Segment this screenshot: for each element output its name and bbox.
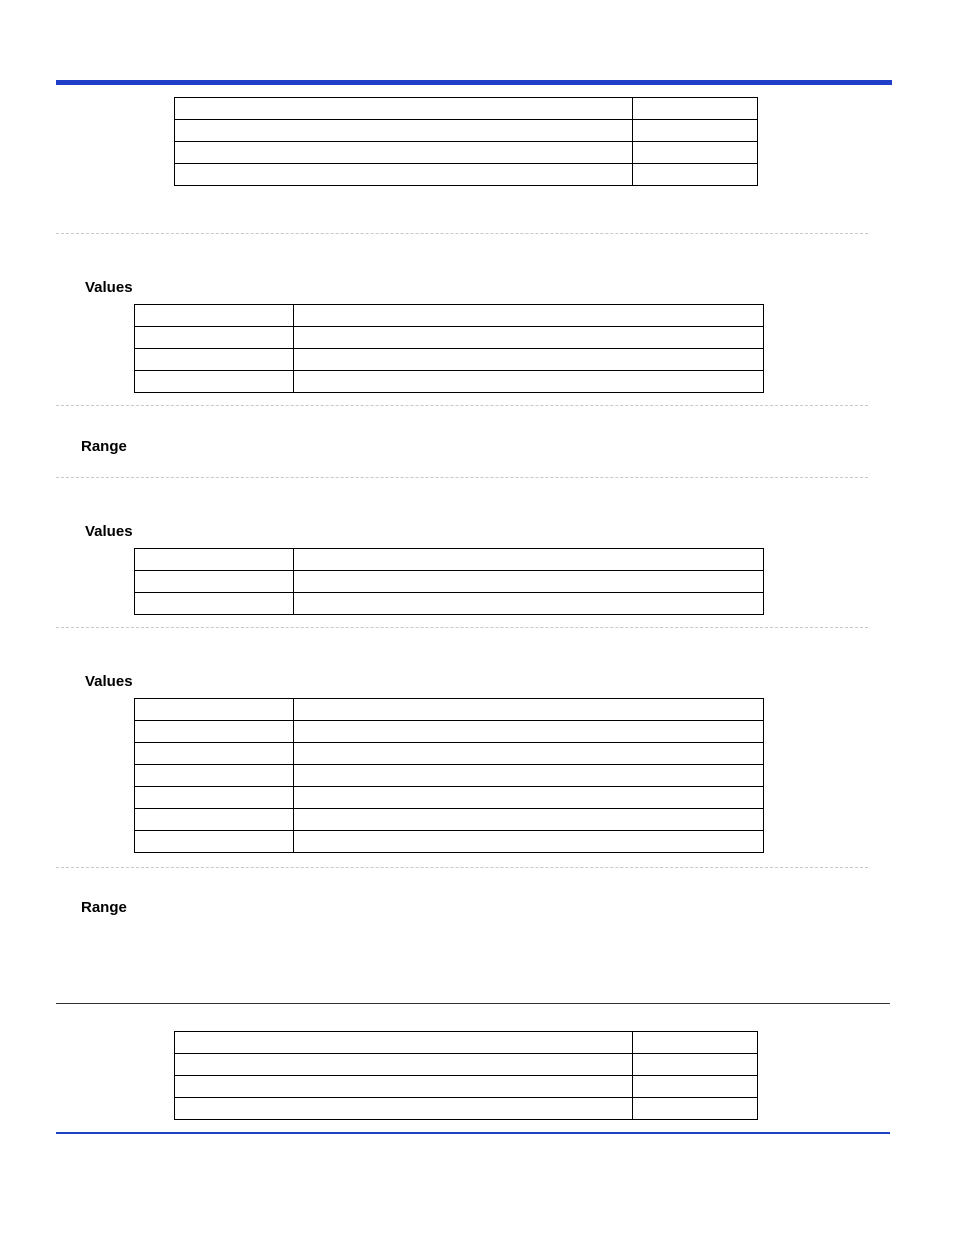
section-divider bbox=[56, 867, 868, 868]
table-cell bbox=[294, 549, 764, 571]
values-table bbox=[134, 548, 764, 615]
table-row bbox=[135, 349, 764, 371]
values-heading: Values bbox=[85, 673, 133, 690]
table-cell bbox=[175, 120, 633, 142]
section-divider bbox=[56, 477, 868, 478]
table-row bbox=[175, 98, 758, 120]
table-cell bbox=[135, 787, 294, 809]
table-row bbox=[135, 809, 764, 831]
table-cell bbox=[633, 1098, 758, 1120]
table-cell bbox=[135, 349, 294, 371]
header-table bbox=[174, 97, 758, 186]
table-cell bbox=[135, 831, 294, 853]
values-heading: Values bbox=[85, 523, 133, 540]
values-table bbox=[134, 304, 764, 393]
table-cell bbox=[175, 1076, 633, 1098]
table-cell bbox=[135, 721, 294, 743]
range-heading: Range bbox=[81, 899, 127, 916]
table-cell bbox=[175, 98, 633, 120]
table-row bbox=[135, 327, 764, 349]
table-row bbox=[135, 549, 764, 571]
table-cell bbox=[294, 809, 764, 831]
table-row bbox=[135, 787, 764, 809]
range-heading: Range bbox=[81, 438, 127, 455]
table-row bbox=[135, 743, 764, 765]
table-row bbox=[175, 1076, 758, 1098]
table-cell bbox=[294, 571, 764, 593]
table-cell bbox=[294, 349, 764, 371]
table-cell bbox=[135, 809, 294, 831]
table-cell bbox=[294, 721, 764, 743]
table-cell bbox=[135, 765, 294, 787]
table-row bbox=[135, 765, 764, 787]
table-cell bbox=[294, 305, 764, 327]
table-row bbox=[135, 305, 764, 327]
table-row bbox=[135, 721, 764, 743]
table-cell bbox=[175, 142, 633, 164]
table-row bbox=[135, 831, 764, 853]
table-cell bbox=[175, 1098, 633, 1120]
table-cell bbox=[633, 142, 758, 164]
table-cell bbox=[175, 164, 633, 186]
table-cell bbox=[633, 120, 758, 142]
table-row bbox=[135, 571, 764, 593]
table-cell bbox=[633, 1076, 758, 1098]
table-cell bbox=[294, 765, 764, 787]
table-cell bbox=[135, 305, 294, 327]
table-cell bbox=[633, 1032, 758, 1054]
values-heading: Values bbox=[85, 279, 133, 296]
footer-rule bbox=[56, 1132, 890, 1134]
table-cell bbox=[294, 371, 764, 393]
table-cell bbox=[294, 787, 764, 809]
values-table bbox=[134, 698, 764, 853]
section-divider bbox=[56, 233, 868, 234]
table-cell bbox=[135, 699, 294, 721]
table-row bbox=[135, 593, 764, 615]
table-cell bbox=[294, 743, 764, 765]
table-row bbox=[175, 1032, 758, 1054]
table-cell bbox=[135, 743, 294, 765]
section-divider bbox=[56, 405, 868, 406]
header-rule bbox=[56, 80, 892, 85]
table-cell bbox=[294, 699, 764, 721]
table-cell bbox=[294, 831, 764, 853]
table-cell bbox=[175, 1032, 633, 1054]
table-cell bbox=[135, 571, 294, 593]
table-row bbox=[135, 371, 764, 393]
table-row bbox=[175, 1098, 758, 1120]
table-row bbox=[175, 1054, 758, 1076]
table-row bbox=[175, 142, 758, 164]
table-row bbox=[135, 699, 764, 721]
table-cell bbox=[135, 371, 294, 393]
table-cell bbox=[135, 327, 294, 349]
table-cell bbox=[175, 1054, 633, 1076]
table-cell bbox=[294, 327, 764, 349]
section-rule bbox=[56, 1003, 890, 1004]
table-cell bbox=[135, 549, 294, 571]
table-row bbox=[175, 120, 758, 142]
footer-table bbox=[174, 1031, 758, 1120]
table-cell bbox=[135, 593, 294, 615]
table-cell bbox=[294, 593, 764, 615]
table-row bbox=[175, 164, 758, 186]
table-cell bbox=[633, 98, 758, 120]
table-cell bbox=[633, 164, 758, 186]
table-cell bbox=[633, 1054, 758, 1076]
section-divider bbox=[56, 627, 868, 628]
